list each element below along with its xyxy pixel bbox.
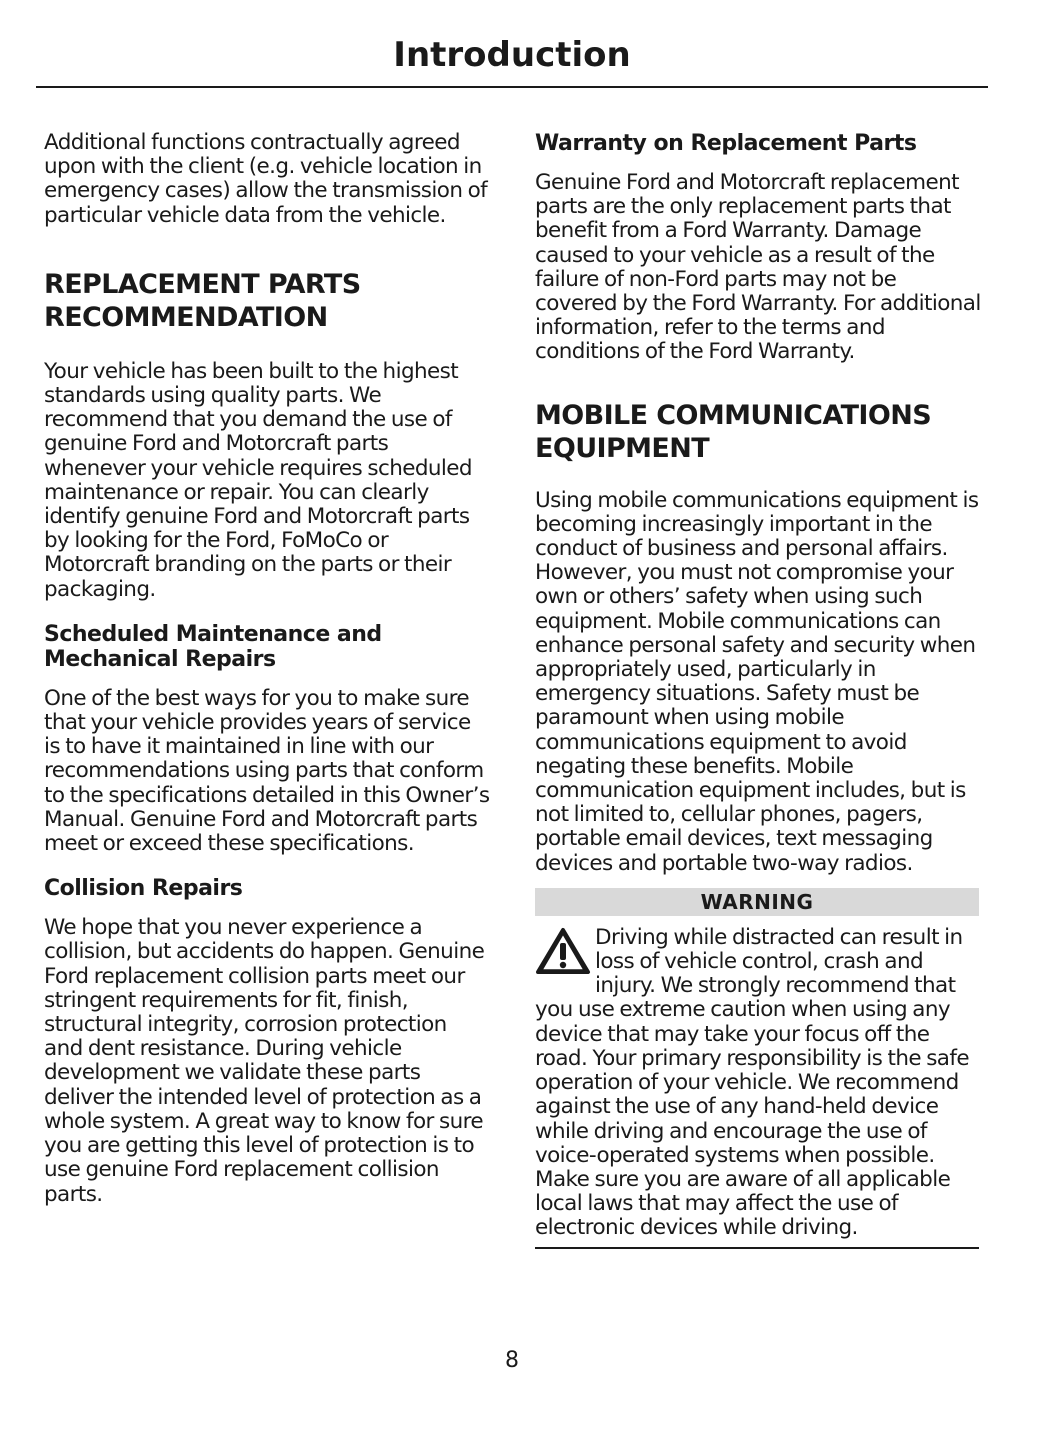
replacement-parts-heading: REPLACEMENT PARTS RECOMMENDATION [44,268,361,333]
collision-repairs-heading: Collision Repairs [44,876,243,902]
scheduled-maintenance-heading: Scheduled Maintenance and Mechanical Repairs [44,621,382,672]
warning-body [535,926,979,1241]
warning-box [535,888,979,1249]
scheduled-maintenance-paragraph: One of the best ways for you to make sure that your vehicle provides years of service is to have it maintained in line with our recommendations using parts that conform to the specifications detailed in this Owner’s Manual. Genuine Ford and Motorcraft parts meet or exceed these specifications. [44,685,490,857]
mobile-communications-paragraph: Using mobile communications equipment is becoming increasingly important in the conduct of business and personal affairs. However, you must not compromise your own or others’ safety when using such equipment. Mobile communications can enhance personal safety and security when appropriately used, particularly in emergency situations. Safety must be paramount when using mobile communications equipment to avoid negating these benefits. Mobile communication equipment includes, but is not limited to, cellular phones, pagers, portable email devices, text messaging devices and portable two-way radios. [535,487,979,876]
warning-triangle-icon [535,926,591,976]
right-column [535,131,981,1249]
mobile-communications-heading: MOBILE COMMUNICATIONS EQUIPMENT [535,399,932,464]
intro-paragraph: Additional functions contractually agreed upon with the client (e.g. vehicle location in emergency cases) allow the transmission of particular vehicle data from the vehicle. [44,130,488,228]
warning-text: Driving while distracted can result in loss of vehicle control, crash and injury. We strongly recommend that you use extreme caution when using any device that may take your focus off the road. Your primary responsibility is the safe operation of your vehicle. We recommend against the use of any hand-held device while driving and encourage the use of voice-operated systems when possible. Make sure you are aware of all applicable local laws that may affect the use of electronic devices while driving. [535,924,969,1241]
warranty-paragraph: Genuine Ford and Motorcraft replacement parts are the only replacement parts that benefit from a Ford Warranty. Damage caused to your vehicle as a result of the failure of non-Ford parts may not be covered by the Ford Warranty. For additional information, refer to the terms and conditions of the Ford Warranty. [535,170,981,365]
warranty-heading: Warranty on Replacement Parts [535,131,917,156]
replacement-parts-paragraph: Your vehicle has been built to the highest standards using quality parts. We recommend that you demand the use of genuine Ford and Motorcraft parts whenever your vehicle requires scheduled maintenance or repair. You can clearly identify genuine Ford and Motorcraft parts by looking for the Ford, FoMoCo or Motorcraft branding on the parts or their packaging. [44,358,472,602]
page-number: 8 [505,1348,519,1373]
collision-repairs-paragraph: We hope that you never experience a collision, but accidents do happen. Genuine Ford replacement collision parts meet our stringent requirements for fit, finish, structural integrity, corrosion protection and dent resistance. During vehicle development we validate these parts deliver the intended level of protection as a whole system. A great way to know for sure you are getting this level of protection is to use genuine Ford replacement collision parts. [44,915,485,1207]
left-column [44,131,490,1207]
page-title: Introduction [393,35,631,75]
warning-label: WARNING [535,888,979,916]
page-header [36,28,988,88]
